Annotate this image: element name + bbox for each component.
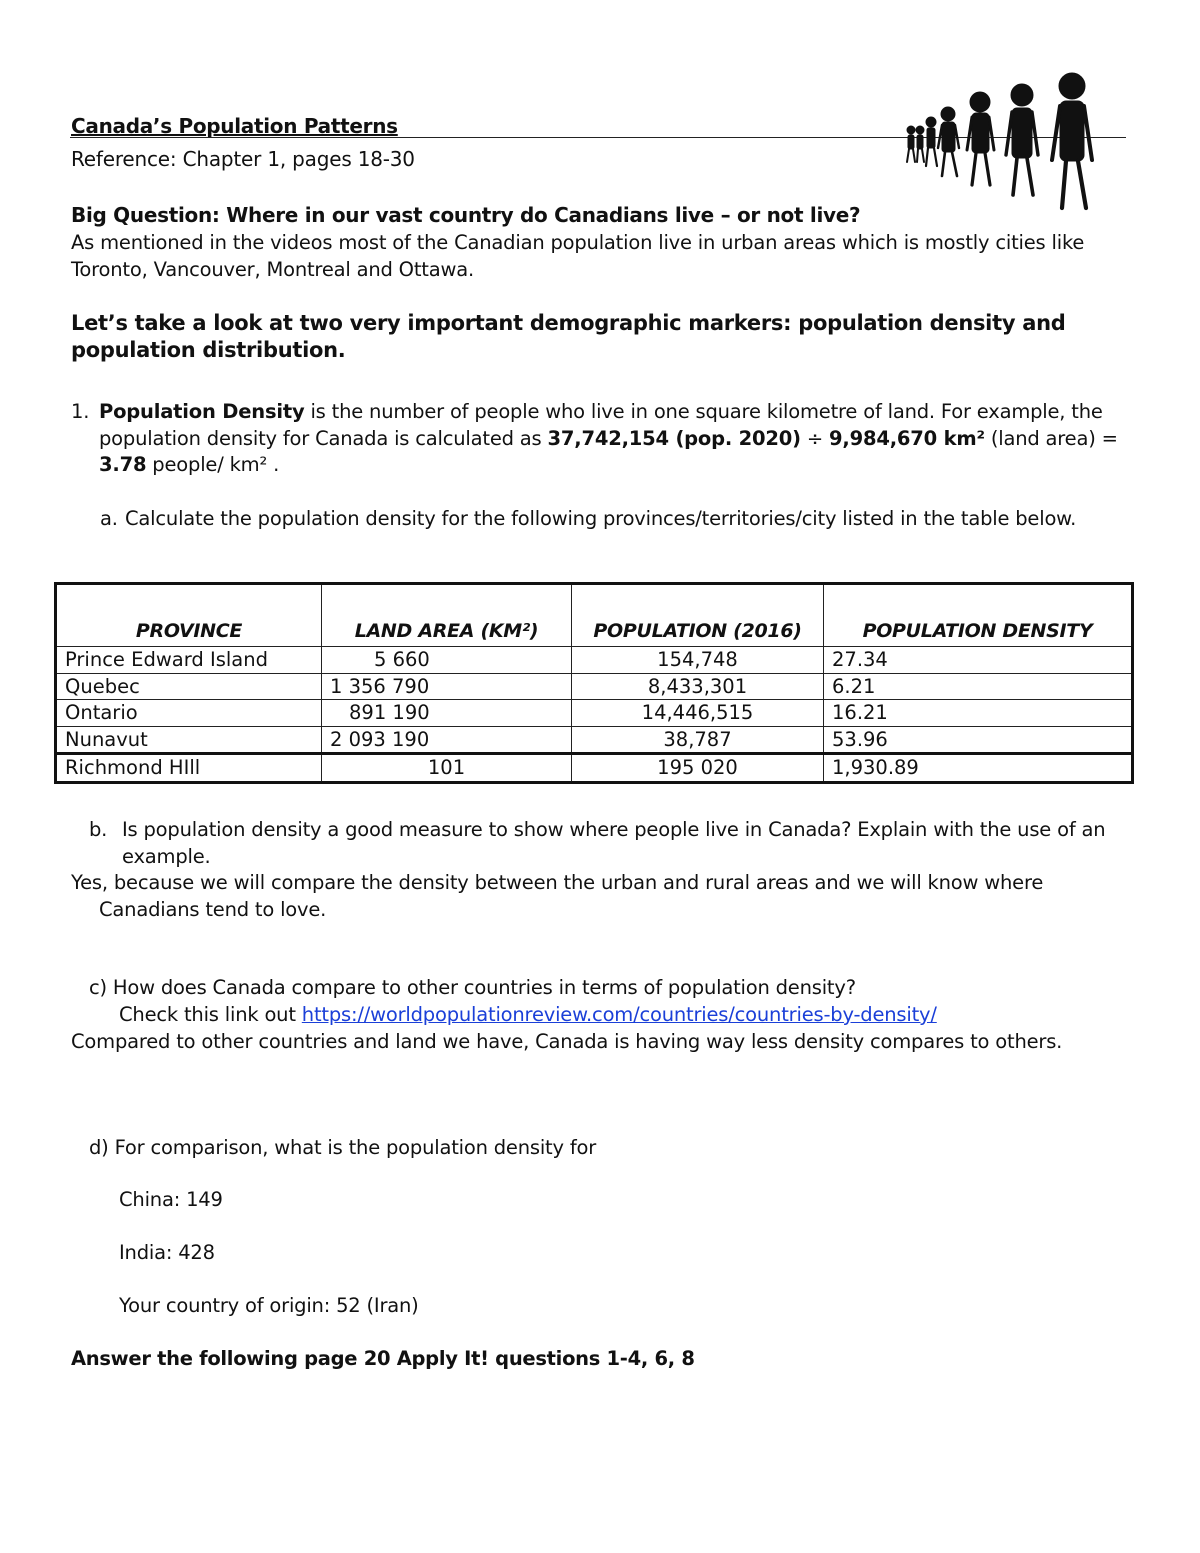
question-label: b. bbox=[89, 818, 108, 841]
table-row bbox=[56, 673, 1133, 700]
final-instruction: Answer the following page 20 Apply It! questions 1-4, 6, 8 bbox=[71, 1347, 695, 1370]
header-province: PROVINCE bbox=[56, 584, 322, 647]
density-cell: 6.21 bbox=[824, 673, 1133, 700]
answer-origin: Your country of origin: 52 (Iran) bbox=[119, 1294, 419, 1317]
question-1a bbox=[100, 506, 1110, 533]
area-cell: 5 660 bbox=[322, 647, 572, 674]
big-question-answer: As mentioned in the videos most of the Canadian population live in urban areas which is mostly cities like Toronto, Vancouver, Montreal and Ottawa. bbox=[71, 231, 1085, 281]
province-cell: Ontario bbox=[56, 700, 322, 727]
answer-1c: Compared to other countries and land we have, Canada is having way less density compares to others. bbox=[71, 1030, 1063, 1053]
answer-1b-line-2: Canadians tend to love. bbox=[99, 897, 327, 921]
question-1 bbox=[71, 399, 1131, 479]
population-cell: 38,787 bbox=[572, 726, 824, 754]
question-label: a. bbox=[100, 507, 118, 530]
demographic-markers-heading: Let’s take a look at two very important demographic markers: population density and population distribution. bbox=[71, 311, 1066, 362]
table-row bbox=[56, 700, 1133, 727]
area-cell: 2 093 190 bbox=[322, 726, 572, 754]
province-cell: Quebec bbox=[56, 673, 322, 700]
chapter-reference: Reference: Chapter 1, pages 18-30 bbox=[71, 147, 415, 171]
area-cell: 891 190 bbox=[322, 700, 572, 727]
density-cell: 1,930.89 bbox=[824, 754, 1133, 783]
table-row bbox=[56, 754, 1133, 783]
province-cell: Richmond HIll bbox=[56, 754, 322, 783]
answer-china: China: 149 bbox=[119, 1188, 223, 1211]
big-question-heading: Big Question: Where in our vast country do Canadians live – or not live? bbox=[71, 203, 861, 227]
question-1d: d) For comparison, what is the population density for bbox=[89, 1136, 597, 1159]
land-area-text: (land area) = bbox=[984, 426, 1118, 450]
header-land-area: LAND AREA (KM²) bbox=[322, 584, 572, 647]
answer-india: India: 428 bbox=[119, 1241, 215, 1264]
population-density-table bbox=[54, 582, 1134, 784]
question-1b-text: Is population density a good measure to show where people live in Canada? Explain with the use of an example. bbox=[122, 818, 1106, 868]
table-header-row bbox=[56, 584, 1133, 647]
calc-result: 3.78 bbox=[99, 453, 147, 476]
page-title: Canada’s Population Patterns bbox=[71, 114, 398, 138]
term-population-density: Population Density bbox=[99, 400, 305, 423]
question-1-body bbox=[99, 399, 1131, 479]
calc-area: 9,984,670 km² bbox=[829, 426, 985, 450]
link-line bbox=[119, 1002, 937, 1029]
area-cell: 1 356 790 bbox=[322, 673, 572, 700]
population-cell: 14,446,515 bbox=[572, 700, 824, 727]
density-link[interactable]: https://worldpopulationreview.com/countries/countries-by-density/ bbox=[301, 1003, 937, 1026]
province-cell: Nunavut bbox=[56, 726, 322, 754]
density-cell: 53.96 bbox=[824, 726, 1133, 754]
answer-1b bbox=[71, 870, 1161, 923]
divide-sign: ÷ bbox=[800, 426, 830, 450]
table-row bbox=[56, 647, 1133, 674]
population-cell: 154,748 bbox=[572, 647, 824, 674]
province-cell: Prince Edward Island bbox=[56, 647, 322, 674]
density-cell: 16.21 bbox=[824, 700, 1133, 727]
header-population-density: POPULATION DENSITY bbox=[824, 584, 1133, 647]
calc-population: 37,742,154 (pop. 2020) bbox=[547, 426, 801, 450]
question-1c: c) How does Canada compare to other countries in terms of population density? bbox=[89, 976, 856, 999]
population-cell: 8,433,301 bbox=[572, 673, 824, 700]
people-silhouettes-icon bbox=[900, 70, 1126, 220]
answer-1b-line-1: Yes, because we will compare the density between the urban and rural areas and we will know where bbox=[71, 871, 1044, 894]
density-cell: 27.34 bbox=[824, 647, 1133, 674]
unit-text: people/ km² . bbox=[146, 453, 280, 476]
definition-text: is the number of people who live in one square kilometre of land. For example, the population density for Canada is calculated as bbox=[99, 400, 1103, 450]
header-population: POPULATION (2016) bbox=[572, 584, 824, 647]
population-cell: 195 020 bbox=[572, 754, 824, 783]
table-row bbox=[56, 726, 1133, 754]
link-prefix: Check this link out bbox=[119, 1003, 302, 1026]
area-cell: 101 bbox=[322, 754, 572, 783]
question-1a-text: Calculate the population density for the following provinces/territories/city listed in the table below. bbox=[125, 507, 1077, 530]
question-1b bbox=[89, 817, 1119, 870]
question-number: 1. bbox=[71, 400, 90, 423]
